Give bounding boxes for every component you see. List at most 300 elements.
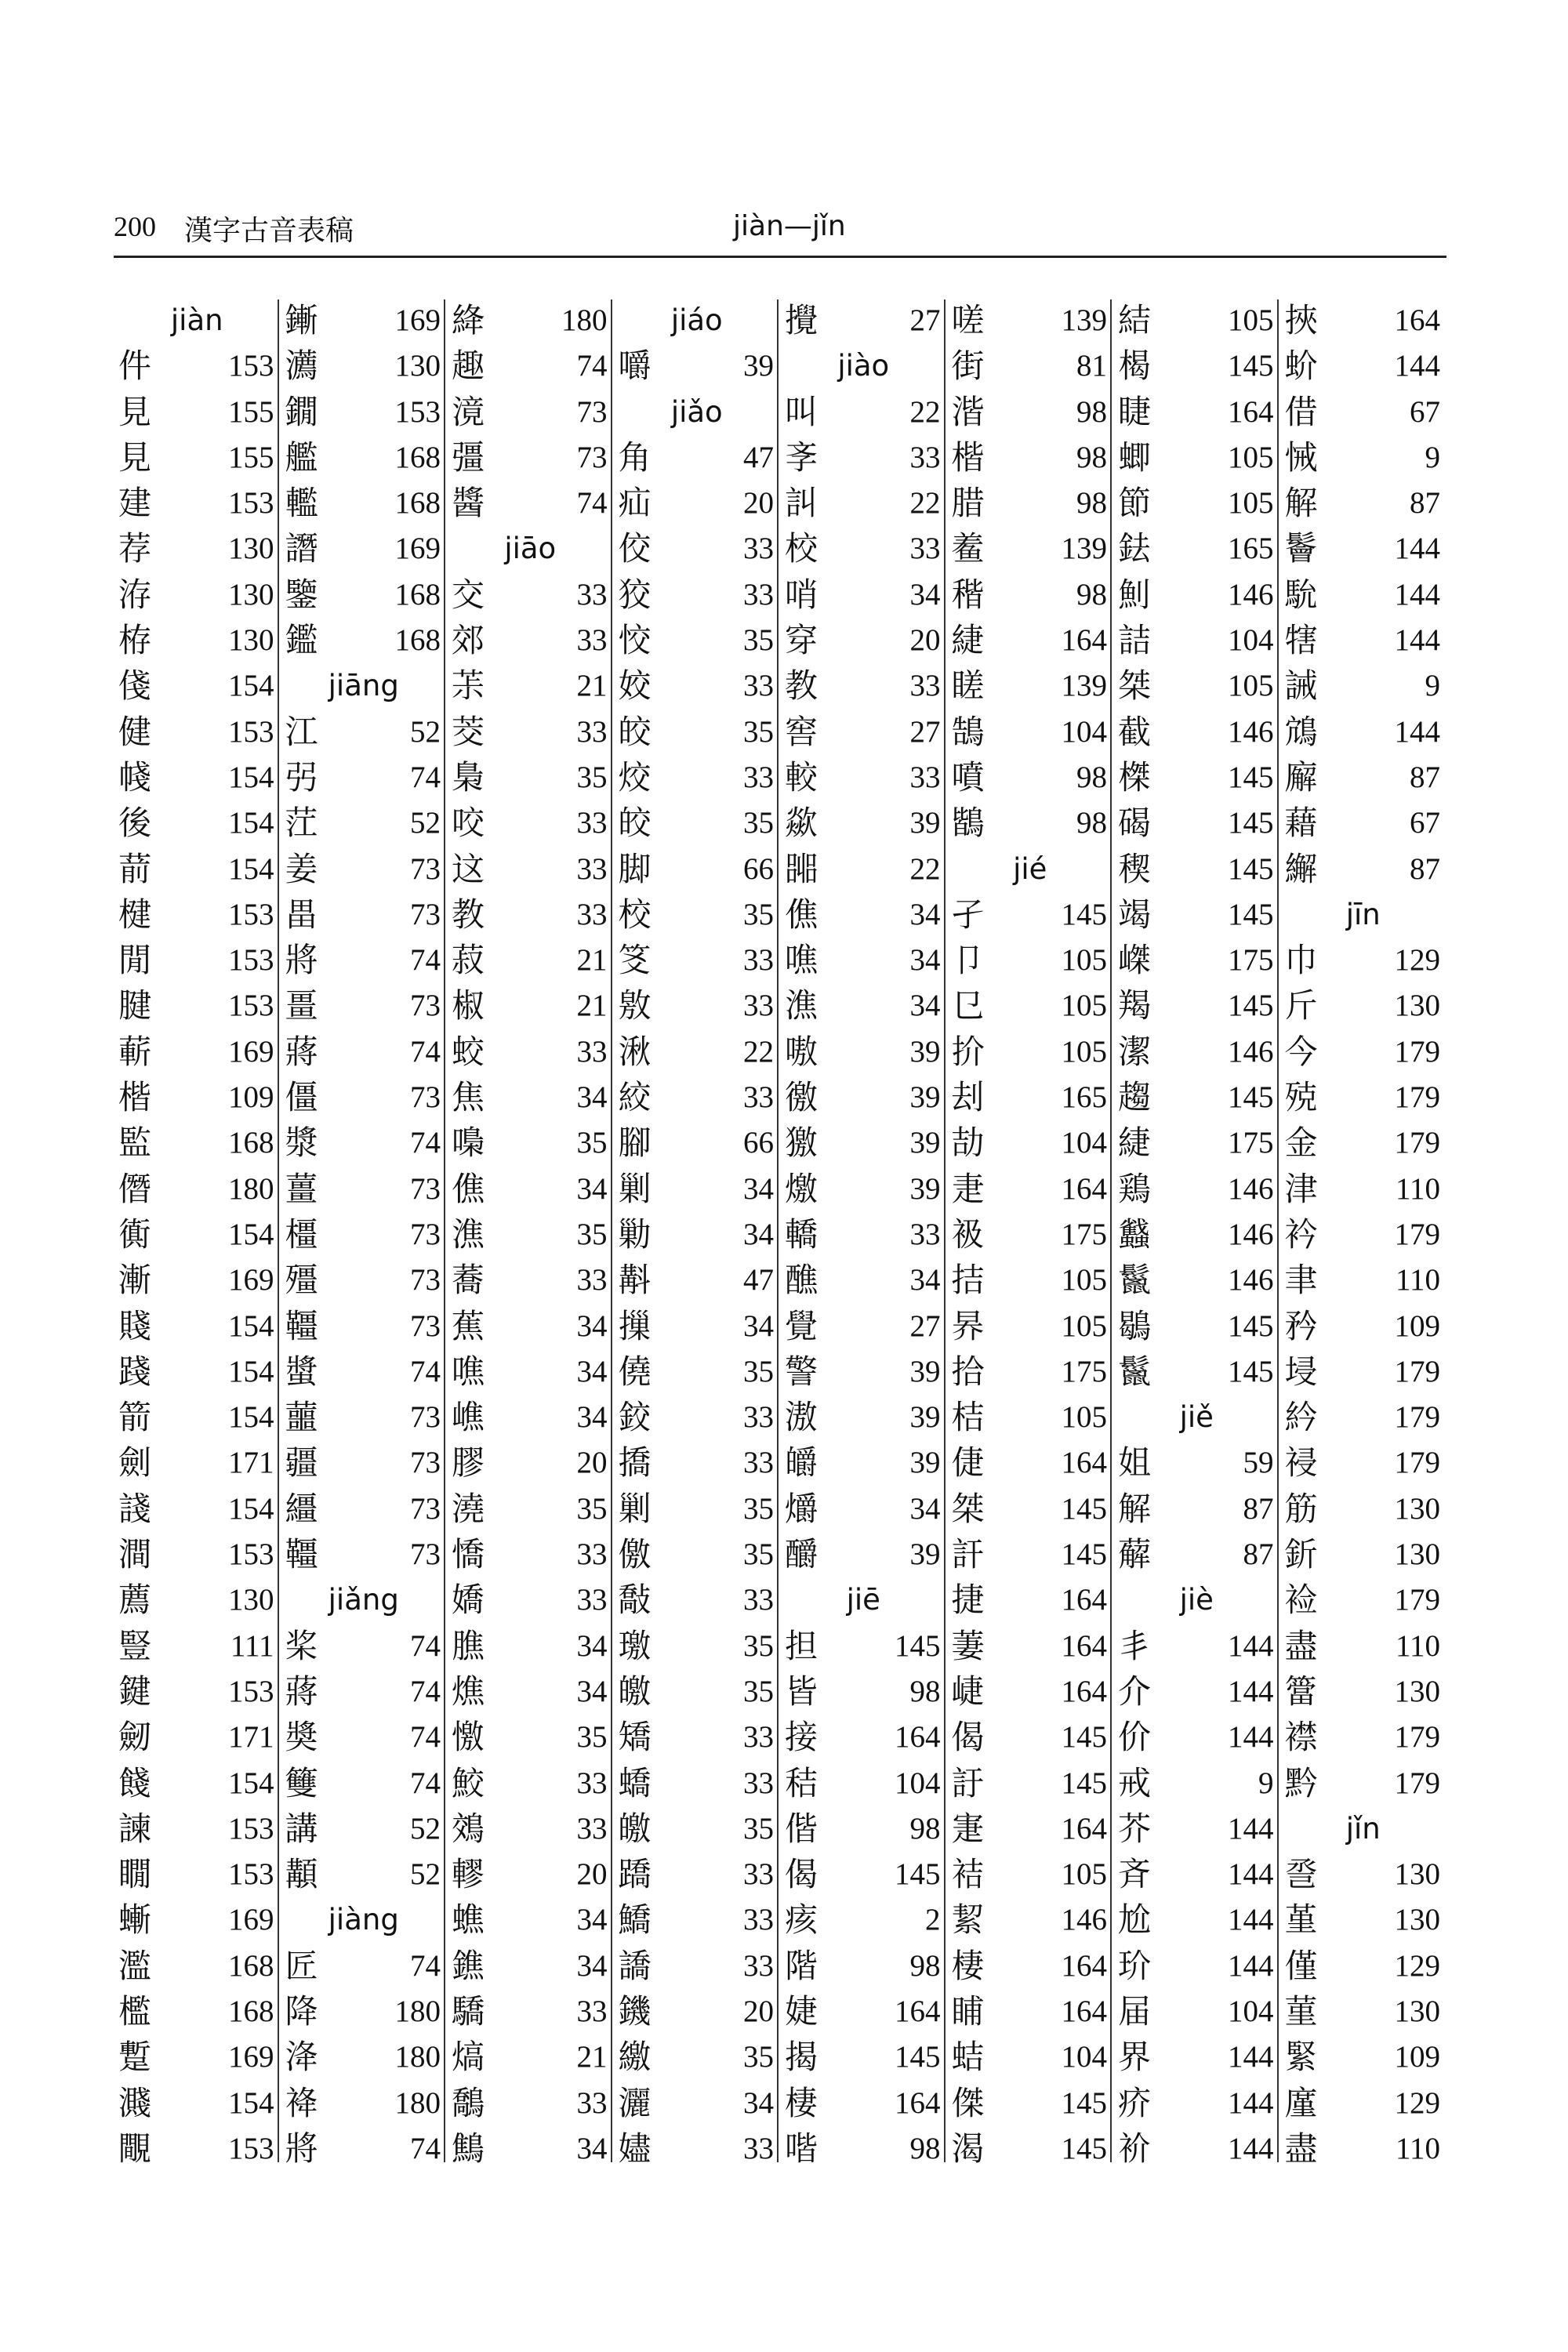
index-entry (1280, 1395, 1447, 1440)
character: 喈 (785, 2129, 818, 2168)
character: 解 (1284, 484, 1318, 523)
index-entry (1113, 1944, 1280, 1989)
index-entry (614, 1486, 781, 1532)
page-reference: 105 (1061, 1400, 1107, 1435)
page-reference: 9 (1425, 669, 1440, 703)
index-entry (947, 983, 1114, 1029)
index-entry (947, 1852, 1114, 1897)
index-entry (947, 755, 1114, 800)
page-reference: 39 (909, 1400, 941, 1435)
character: 金 (1284, 1123, 1318, 1163)
page-reference: 35 (576, 1491, 608, 1526)
index-entry (1113, 1852, 1280, 1897)
index-entry (614, 572, 781, 618)
index-entry (281, 1852, 448, 1897)
page-reference: 154 (228, 1491, 274, 1526)
character: 鵁 (452, 1809, 485, 1848)
page-reference: 144 (1394, 714, 1440, 749)
character: 鲝 (951, 529, 985, 568)
character: 覺 (785, 1306, 818, 1345)
page-reference: 33 (743, 1446, 774, 1480)
character: 今 (1284, 1032, 1318, 1071)
character: 嗷 (785, 1032, 818, 1071)
index-entry (281, 847, 448, 892)
character: 訐 (951, 1535, 985, 1574)
character: 盡 (1284, 1626, 1318, 1665)
page-reference: 179 (1394, 1354, 1440, 1388)
index-entry (1113, 1120, 1280, 1166)
character: 廨 (1284, 757, 1318, 797)
page-reference: 87 (1410, 760, 1440, 794)
index-entry (780, 2081, 947, 2126)
character: 梟 (452, 757, 485, 797)
character: 漸 (118, 1261, 152, 1300)
character: 矯 (618, 1718, 652, 1757)
index-entry (114, 1944, 281, 1989)
index-entry (1113, 800, 1280, 846)
index-entry (1280, 481, 1447, 526)
page-reference: 39 (909, 1171, 941, 1206)
page-reference: 73 (410, 1400, 441, 1435)
page-reference: 33 (576, 851, 608, 886)
column-divider (611, 299, 612, 2162)
character: 腱 (118, 986, 152, 1025)
index-entry (1280, 572, 1447, 618)
character: 睫 (1118, 392, 1152, 431)
page-reference: 146 (1228, 714, 1274, 749)
page-reference: 35 (743, 1628, 774, 1663)
character: 㔾 (951, 986, 985, 1025)
index-entry (447, 1304, 614, 1349)
index-entry (780, 1395, 947, 1440)
character: 僭 (118, 1169, 152, 1208)
page-reference: 34 (909, 943, 941, 978)
page-reference: 145 (895, 1628, 941, 1663)
page-reference: 164 (1061, 1811, 1107, 1846)
character: 皦 (618, 1809, 652, 1848)
index-entry (614, 343, 781, 389)
character: 簹 (1284, 1671, 1318, 1711)
page-reference: 154 (228, 669, 274, 703)
character: 檻 (118, 1991, 152, 2031)
index-entry (281, 1212, 448, 1258)
character: 楷 (118, 1078, 152, 1117)
page-reference: 104 (1228, 623, 1274, 658)
page-reference: 168 (228, 1994, 274, 2028)
index-column (281, 298, 448, 2168)
page-reference: 171 (228, 1720, 274, 1755)
index-entry (281, 526, 448, 572)
character: 腊 (951, 484, 985, 523)
index-entry (281, 1440, 448, 1486)
character: 矜 (1284, 1306, 1318, 1345)
page-reference: 169 (228, 2040, 274, 2074)
character: 鬠 (1284, 529, 1318, 568)
index-entry (281, 2034, 448, 2080)
character: 椒 (452, 986, 485, 1025)
index-entry (1280, 1532, 1447, 1577)
index-entry (947, 1532, 1114, 1577)
character: 薢 (1118, 1535, 1152, 1574)
character: 踐 (118, 1352, 152, 1391)
page-reference: 9 (1425, 440, 1440, 474)
index-entry (1113, 1075, 1280, 1120)
page-reference: 21 (576, 2040, 608, 2074)
page-reference: 98 (909, 1674, 941, 1708)
index-column (780, 298, 947, 2168)
character: 䁟 (951, 666, 985, 706)
character: 絞 (618, 1078, 652, 1117)
index-entry (1113, 1532, 1280, 1577)
index-entry (614, 710, 781, 755)
character: 桀 (1118, 666, 1152, 706)
page-reference: 146 (1228, 1263, 1274, 1298)
character: 橿 (285, 1214, 318, 1254)
page-reference: 74 (576, 349, 608, 383)
index-entry (447, 1852, 614, 1897)
character: 摷 (618, 1306, 652, 1345)
index-entry (947, 1897, 1114, 1943)
index-entry (114, 343, 281, 389)
character: 孑 (951, 895, 985, 934)
pinyin-heading: jīn (1345, 897, 1381, 931)
index-entry (1280, 1624, 1447, 1669)
index-entry (614, 1669, 781, 1715)
index-entry (1280, 1715, 1447, 1760)
column-divider (944, 299, 946, 2162)
index-entry (614, 1258, 781, 1303)
page-reference: 34 (743, 1308, 774, 1343)
index-entry (281, 800, 448, 846)
character: 蝍 (1118, 437, 1152, 477)
character: 鉸 (618, 1398, 652, 1437)
page-reference: 154 (228, 851, 274, 886)
character: 豎 (118, 1626, 152, 1665)
index-entry (1280, 1212, 1447, 1258)
character: 徼 (785, 1078, 818, 1117)
index-entry (281, 343, 448, 389)
character: 烄 (618, 757, 652, 797)
page-reference: 73 (576, 440, 608, 474)
index-entry (947, 1029, 1114, 1075)
page-number: 200 (114, 211, 156, 242)
character: 鷦 (452, 2129, 485, 2168)
page-reference: 180 (561, 303, 608, 337)
index-entry (1113, 481, 1280, 526)
page-reference: 39 (909, 1034, 941, 1069)
index-entry (947, 1304, 1114, 1349)
character: 筋 (1284, 1489, 1318, 1528)
index-entry (114, 1349, 281, 1395)
character: 釂 (785, 1535, 818, 1574)
character: 潐 (785, 986, 818, 1025)
page-reference: 180 (394, 2040, 441, 2074)
index-entry (114, 1532, 281, 1577)
index-entry (1280, 1075, 1447, 1120)
page-reference: 146 (1061, 1903, 1107, 1937)
character: 鴧 (1284, 712, 1318, 751)
page-reference: 33 (576, 623, 608, 658)
page-reference: 110 (1395, 1171, 1440, 1206)
page-reference: 130 (1394, 989, 1440, 1023)
index-entry (780, 1029, 947, 1075)
running-header (114, 210, 1446, 254)
index-entry (780, 800, 947, 846)
pinyin-heading: jiàng (328, 1903, 399, 1937)
index-entry (614, 1852, 781, 1897)
index-entry (1113, 2081, 1280, 2126)
character: 薦 (118, 1581, 152, 1620)
index-column (614, 298, 781, 2168)
character: 降 (285, 1991, 318, 2031)
character: 揭 (785, 2038, 818, 2077)
index-entry (947, 1120, 1114, 1166)
character: 津 (1284, 1169, 1318, 1208)
page-reference: 35 (576, 1217, 608, 1251)
character: 螹 (118, 1900, 152, 1940)
page-reference: 73 (410, 989, 441, 1023)
character: 蛣 (951, 2038, 985, 2077)
character: 碣 (1118, 804, 1152, 843)
page-reference: 87 (1243, 1491, 1274, 1526)
character: 斈 (785, 437, 818, 477)
page-reference: 22 (909, 851, 941, 886)
page-reference: 145 (1228, 989, 1274, 1023)
index-entry (780, 1624, 947, 1669)
page-reference: 179 (1394, 1080, 1440, 1115)
page-reference: 33 (576, 1583, 608, 1617)
character: 俴 (118, 666, 152, 706)
index-entry (447, 1624, 614, 1669)
character: 滶 (785, 1398, 818, 1437)
index-entry (1280, 983, 1447, 1029)
column-divider (1277, 299, 1279, 2162)
index-entry (780, 1258, 947, 1303)
page-reference: 168 (394, 623, 441, 658)
page-reference: 153 (228, 1857, 274, 1892)
index-entry (614, 435, 781, 481)
character: 鱎 (618, 1900, 652, 1940)
character: 轎 (785, 1214, 818, 1254)
index-entry (947, 1806, 1114, 1852)
page-reference: 144 (1394, 577, 1440, 612)
index-entry (780, 1715, 947, 1760)
index-entry (780, 983, 947, 1029)
index-entry (1113, 1806, 1280, 1852)
character: 桔 (951, 1398, 985, 1437)
index-entry (780, 390, 947, 435)
page-reference: 20 (576, 1857, 608, 1892)
index-entry (281, 1715, 448, 1760)
index-entry (447, 1761, 614, 1806)
character: 絳 (452, 301, 485, 339)
index-entry (947, 938, 1114, 983)
page-reference: 35 (743, 1354, 774, 1388)
index-entry (1113, 710, 1280, 755)
index-entry (780, 1806, 947, 1852)
index-entry (614, 1989, 781, 2034)
index-entry (1280, 710, 1447, 755)
character: 拾 (951, 1352, 985, 1391)
character: 斠 (618, 1261, 652, 1300)
character: 璬 (618, 1626, 652, 1665)
page-reference: 145 (1228, 1080, 1274, 1115)
index-entry (614, 1532, 781, 1577)
page-reference: 169 (228, 1903, 274, 1937)
index-entry (447, 847, 614, 892)
character: 鉣 (1118, 529, 1152, 568)
page-reference: 130 (394, 349, 441, 383)
page-reference: 73 (410, 1080, 441, 1115)
page-reference: 74 (410, 1674, 441, 1708)
page-reference: 179 (1394, 1400, 1440, 1435)
character: 漿 (285, 1123, 318, 1163)
page-reference: 164 (895, 1720, 941, 1755)
page-reference: 33 (909, 532, 941, 566)
page-reference: 27 (909, 303, 941, 337)
character: 痎 (785, 1900, 818, 1940)
character: 戒 (1118, 1763, 1152, 1802)
page-reference: 33 (743, 1903, 774, 1937)
page-reference: 47 (743, 440, 774, 474)
index-entry (947, 1761, 1114, 1806)
character: 教 (452, 895, 485, 934)
character: 偈 (951, 1718, 985, 1757)
page-reference: 98 (909, 2131, 941, 2165)
character: 閒 (118, 941, 152, 980)
character: 薑 (285, 1169, 318, 1208)
pinyin-heading: jiǎng (328, 1583, 399, 1617)
character: 衸 (1118, 2129, 1152, 2168)
index-entry (780, 1532, 947, 1577)
character: 敫 (618, 986, 652, 1025)
index-entry (947, 1624, 1114, 1669)
character: 桀 (951, 1489, 985, 1528)
page-reference: 169 (394, 532, 441, 566)
character: 姐 (1118, 1443, 1152, 1483)
character: 獥 (785, 1123, 818, 1163)
page-reference: 74 (410, 1948, 441, 1983)
index-entry (614, 1897, 781, 1943)
page-reference: 146 (1228, 1034, 1274, 1069)
character: 郊 (452, 621, 485, 660)
character: 拮 (951, 1261, 985, 1300)
index-entry (614, 1395, 781, 1440)
index-entry (947, 298, 1114, 343)
page-reference: 165 (1228, 532, 1274, 566)
pinyin-heading: jiàn (170, 303, 223, 337)
index-entry (447, 800, 614, 846)
index-entry (614, 481, 781, 526)
character: 皦 (618, 1671, 652, 1711)
page-reference: 144 (1228, 1720, 1274, 1755)
character: 窖 (785, 712, 818, 751)
index-entry (281, 1349, 448, 1395)
index-entry (614, 755, 781, 800)
page-reference: 98 (1076, 577, 1107, 612)
character: 玠 (1118, 1946, 1152, 1985)
character: 嗟 (951, 301, 985, 339)
page-reference: 164 (1061, 1674, 1107, 1708)
index-entry (281, 1029, 448, 1075)
page-reference: 145 (895, 2040, 941, 2074)
page-reference: 34 (576, 1948, 608, 1983)
page-reference: 34 (576, 2131, 608, 2165)
page-reference: 154 (228, 806, 274, 840)
page-reference: 74 (410, 1034, 441, 1069)
page-reference: 27 (909, 1308, 941, 1343)
index-entry (947, 1440, 1114, 1486)
page-reference: 179 (1394, 1217, 1440, 1251)
character: 荐 (118, 529, 152, 568)
index-entry (447, 390, 614, 435)
page-reference: 130 (1394, 1674, 1440, 1708)
page-reference: 154 (228, 1308, 274, 1343)
character: 弜 (285, 757, 318, 797)
page-reference: 164 (1061, 1171, 1107, 1206)
page-reference: 33 (909, 669, 941, 703)
character: 趨 (1118, 1078, 1152, 1117)
index-entry (1280, 390, 1447, 435)
character: 稭 (951, 575, 985, 614)
character: 轇 (452, 1855, 485, 1894)
page-reference: 33 (743, 669, 774, 703)
character: 截 (1118, 712, 1152, 751)
character: 螿 (285, 1352, 318, 1391)
page-reference: 139 (1061, 669, 1107, 703)
index-entry (1280, 1120, 1447, 1166)
index-entry (447, 1395, 614, 1440)
character: 嘂 (785, 849, 818, 888)
character: 栫 (118, 621, 152, 660)
page-reference: 66 (743, 1126, 774, 1160)
character: 覸 (118, 2129, 152, 2168)
index-entry (114, 2034, 281, 2080)
page-reference: 144 (1228, 2085, 1274, 2120)
character: 蹔 (118, 2038, 152, 2077)
index-entry (780, 755, 947, 800)
page-reference: 146 (1228, 1217, 1274, 1251)
character: 鐎 (452, 1946, 485, 1985)
character: 皎 (618, 712, 652, 751)
character: 巹 (1284, 1855, 1318, 1894)
index-entry (947, 2034, 1114, 2080)
page-reference: 105 (1061, 1263, 1107, 1298)
page-reference: 105 (1061, 943, 1107, 978)
character: 茮 (452, 666, 485, 706)
character: 袶 (285, 2083, 318, 2122)
index-column (447, 298, 614, 2168)
character: 袺 (951, 1855, 985, 1894)
index-entry (447, 2081, 614, 2126)
index-entry (447, 1120, 614, 1166)
page-reference: 130 (1394, 1857, 1440, 1892)
index-entry (114, 1304, 281, 1349)
index-entry (614, 1075, 781, 1120)
index-entry (114, 1440, 281, 1486)
index-column (1113, 298, 1280, 2168)
index-entry (281, 1167, 448, 1212)
page-reference: 34 (576, 1171, 608, 1206)
page-reference: 175 (1228, 1126, 1274, 1160)
index-entry (780, 1349, 947, 1395)
page-reference: 145 (1228, 897, 1274, 931)
index-entry (614, 1761, 781, 1806)
page-reference: 144 (1228, 1811, 1274, 1846)
character: 脚 (618, 849, 652, 888)
index-entry (780, 1304, 947, 1349)
page-reference: 153 (228, 714, 274, 749)
